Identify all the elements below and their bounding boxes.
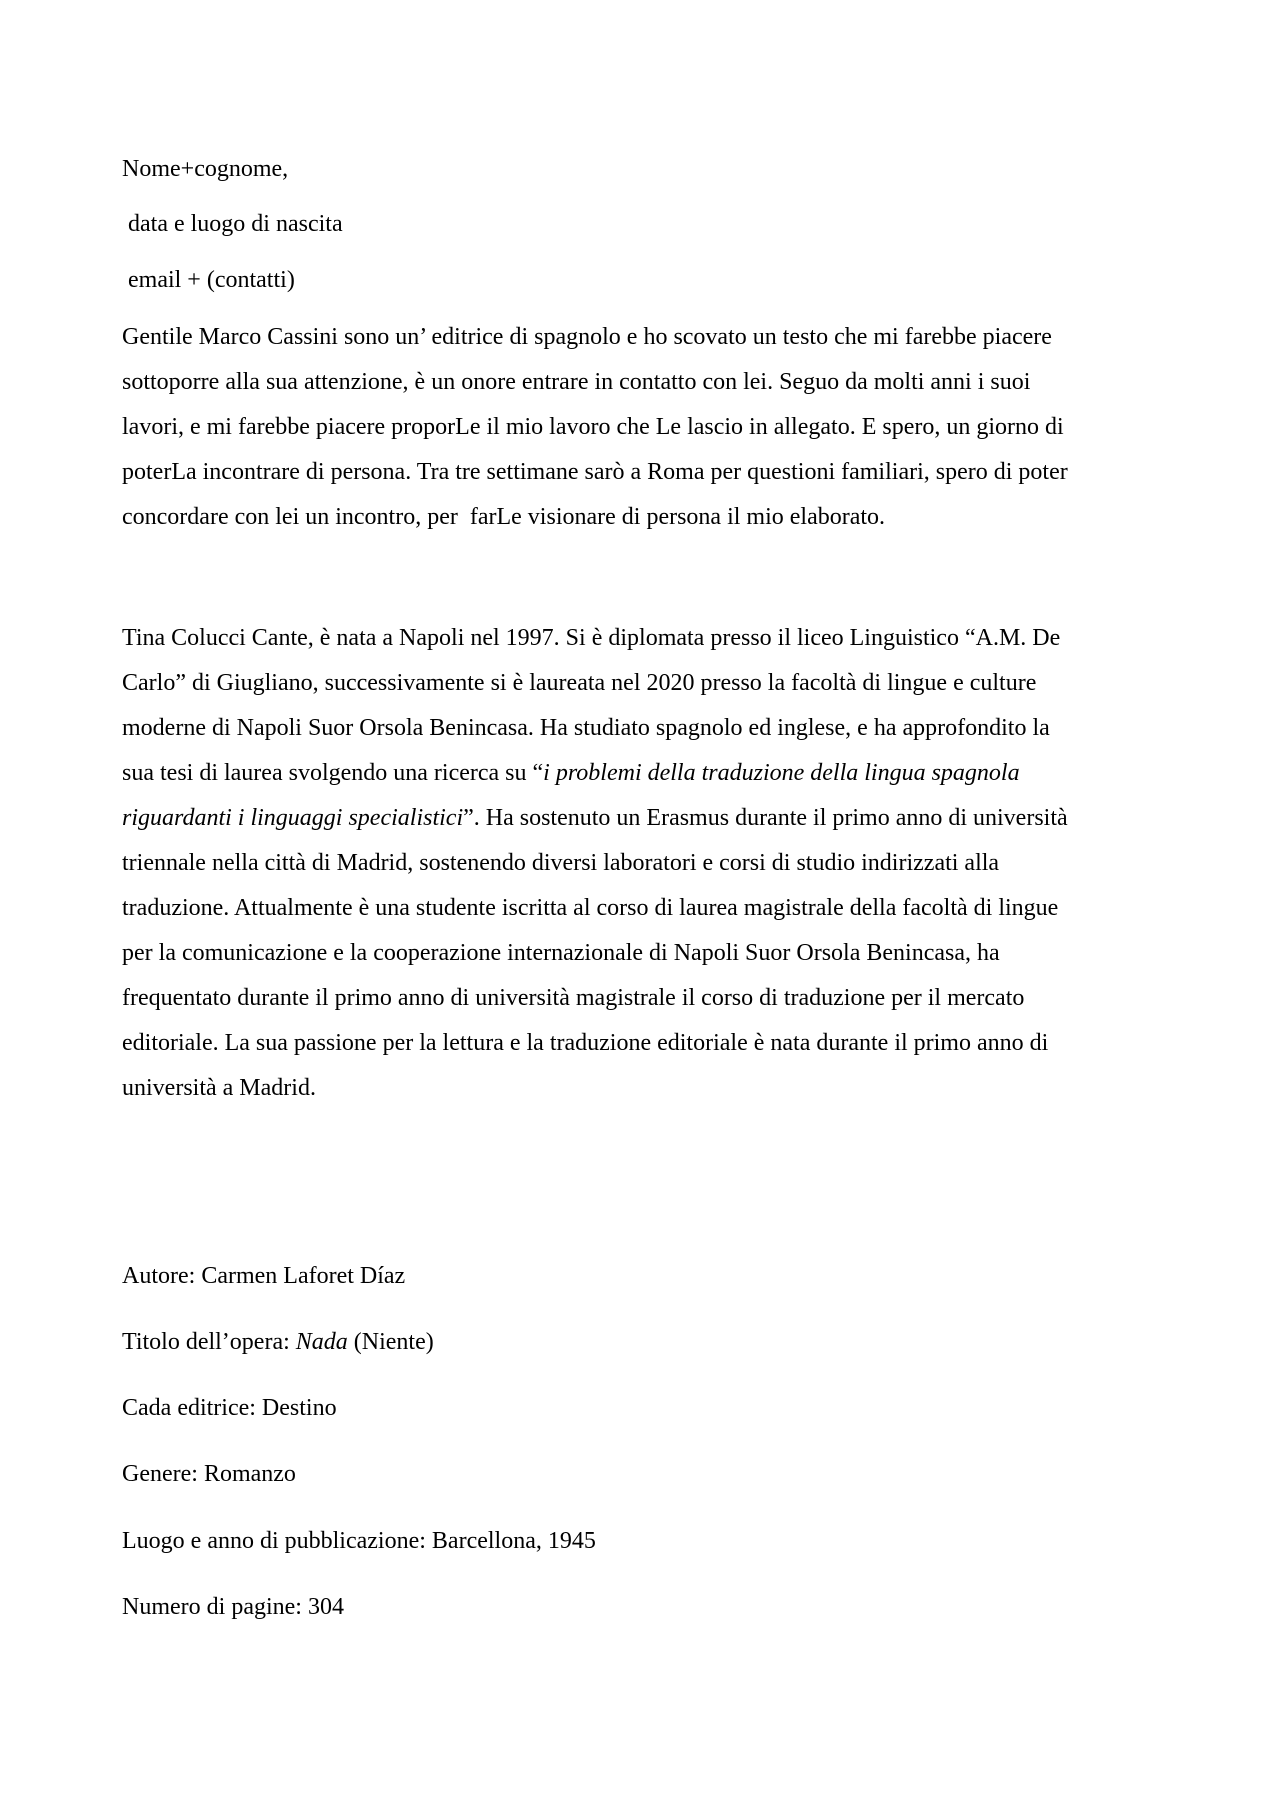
translator-bio-paragraph (122, 624, 1162, 1119)
book-page-count: Numero di pagine: 304 (122, 1594, 344, 1620)
book-title-label: Titolo dell’opera: (122, 1329, 296, 1355)
bio-line: traduzione. Attualmente è una studente iscritta al corso di laurea magistrale della facoltà di lingue (122, 895, 1059, 921)
bio-line: frequentato durante il primo anno di università magistrale il corso di traduzione per il mercato (122, 985, 1025, 1011)
book-author: Autore: Carmen Laforet Díaz (122, 1263, 406, 1289)
book-publisher: Cada editrice: Destino (122, 1395, 337, 1421)
cover-letter-paragraph (122, 323, 1162, 548)
bio-text: sua tesi di laurea svolgendo una ricerca su “ (122, 760, 544, 786)
sender-birth-line: data e luogo di nascita (122, 211, 343, 237)
book-title-translation: (Niente) (347, 1329, 434, 1355)
sender-name-line: Nome+cognome, (122, 156, 289, 182)
book-genre: Genere: Romanzo (122, 1461, 296, 1487)
bio-line: università a Madrid. (122, 1075, 316, 1101)
bio-line: Tina Colucci Cante, è nata a Napoli nel 1997. Si è diplomata presso il liceo Linguistico “A.M. De (122, 625, 1061, 651)
bio-text: ”. Ha sostenuto un Erasmus durante il primo anno di università (463, 805, 1068, 831)
letter-line: lavori, e mi farebbe piacere proporLe il mio lavoro che Le lascio in allegato. E spero, un giorno di (122, 414, 1064, 440)
letter-line: sottoporre alla sua attenzione, è un onore entrare in contatto con lei. Seguo da molti anni i suoi (122, 369, 1031, 395)
book-place-year: Luogo e anno di pubblicazione: Barcellona, 1945 (122, 1528, 596, 1554)
bio-line: triennale nella città di Madrid, sostenendo diversi laboratori e corsi di studio indirizzati alla (122, 850, 1000, 876)
book-title: Nada (295, 1329, 348, 1355)
book-title-line (122, 1328, 434, 1356)
bio-line: Carlo” di Giugliano, successivamente si è laureata nel 2020 presso la facoltà di lingue e culture (122, 670, 1037, 696)
bio-line: editoriale. La sua passione per la lettura e la traduzione editoriale è nata durante il primo anno di (122, 1030, 1049, 1056)
thesis-title-italic: riguardanti i linguaggi specialistici (122, 805, 464, 831)
thesis-title-italic: i problemi della traduzione della lingua spagnola (543, 760, 1020, 786)
sender-email-line: email + (contatti) (122, 267, 295, 293)
bio-line: per la comunicazione e la cooperazione internazionale di Napoli Suor Orsola Benincasa, ha (122, 940, 1000, 966)
letter-line: poterLa incontrare di persona. Tra tre settimane sarò a Roma per questioni familiari, spero di poter (122, 459, 1068, 485)
letter-line: Gentile Marco Cassini sono un’ editrice di spagnolo e ho scovato un testo che mi farebbe piacere (122, 324, 1052, 350)
letter-line: concordare con lei un incontro, per farLe visionare di persona il mio elaborato. (122, 504, 886, 530)
bio-line (122, 759, 1162, 804)
bio-line (122, 804, 1162, 849)
bio-line: moderne di Napoli Suor Orsola Benincasa. Ha studiato spagnolo ed inglese, e ha approfondito la (122, 715, 1050, 741)
